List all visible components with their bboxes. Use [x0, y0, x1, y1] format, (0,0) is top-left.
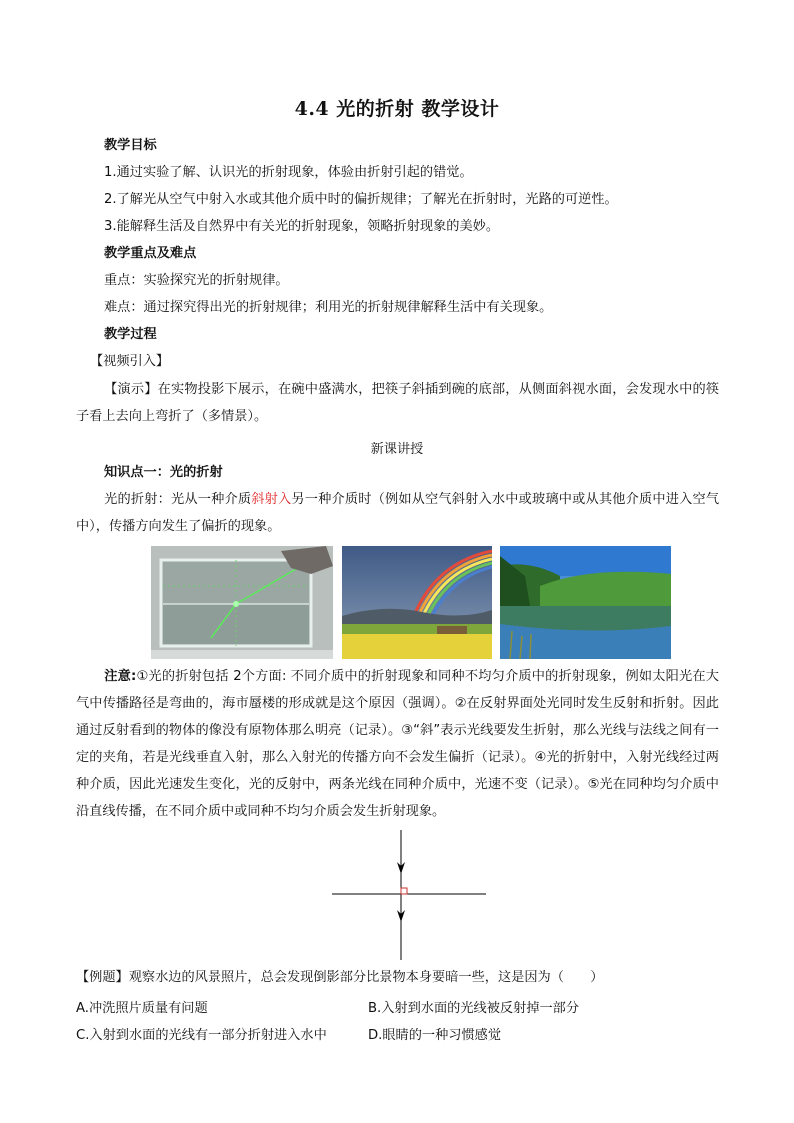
demo-paragraph	[76, 376, 719, 430]
laser-refraction-photo	[151, 546, 333, 659]
example-question: 【例题】观察水边的风景照片，总会发现倒影部分比景物本身要暗一些，这是因为（ ）	[76, 970, 604, 985]
knowledge-heading: 知识点一：光的折射	[104, 465, 223, 480]
key-heading: 教学重点及难点	[104, 246, 197, 261]
definition-pre: 光的折射：光从一种介质	[104, 492, 252, 507]
objective-item: 1.通过实验了解、认识光的折射现象，体验由折射引起的错觉。	[104, 165, 473, 180]
note-label: 注意:	[104, 669, 137, 684]
perpendicular-incidence-diagram	[330, 830, 490, 960]
option-c: C.入射到水面的光线有一部分折射进入水中	[76, 1028, 327, 1043]
definition-emphasis: 斜射入	[251, 492, 292, 507]
note-text: ①光的折射包括 2个方面: 不同介质中的折射现象和同种不均匀介质中的折射现象，例如太阳光在大气中传播路径是弯曲的，海市蜃楼的形成就是这个原因（强调）。②在反射界面处光同时发生反射和折射。因此通过反射看到的物体的像没有原物体那么明亮（记录）。③“斜”表示光线要发生折射，那么光线与法线之间有一定的夹角，若是光线垂直入射，那么入射光的传播方向不会发生偏折（记录）。④光的折射中，入射光线经过两种介质，因此光速发生变化，光的反射中，两条光线在同种介质中，光速不变（记录）。⑤光在同种均匀介质中沿直线传播，在不同介质中或同种不均匀介质会发生折射现象。	[76, 669, 719, 819]
new-lesson-heading: 新课讲授	[370, 442, 424, 457]
objective-item: 2.了解光从空气中射入水或其他介质中时的偏折规律；了解光在折射时，光路的可逆性。	[104, 192, 618, 207]
note-paragraph	[76, 663, 719, 825]
option-b: B.入射到水面的光线被反射掉一部分	[368, 1001, 580, 1016]
key-point: 重点：实验探究光的折射规律。	[104, 273, 289, 288]
rainbow-photo	[342, 546, 492, 659]
definition-post: 另一种介质时（例如从空气斜射入水中或玻璃中或从其他介质中进入空气中），传播方向发生了偏折的现象。	[76, 492, 720, 534]
objectives-heading: 教学目标	[104, 138, 157, 153]
lake-reflection-photo	[500, 546, 671, 659]
demo-label: 【演示】	[104, 382, 158, 397]
process-heading: 教学过程	[104, 327, 157, 342]
objective-item: 3.能解释生活及自然界中有关光的折射现象，领略折射现象的美妙。	[104, 219, 500, 234]
definition-paragraph	[76, 486, 719, 540]
difficulty-point: 难点：通过探究得出光的折射规律；利用光的折射规律解释生活中有关现象。	[104, 300, 553, 315]
page-title: 4.4 光的折射 教学设计	[294, 98, 500, 120]
option-a: A.冲洗照片质量有问题	[76, 1001, 208, 1016]
right-angle-mark	[401, 888, 407, 894]
option-d: D.眼睛的一种习惯感觉	[368, 1028, 502, 1043]
demo-text: 在实物投影下展示，在碗中盛满水，把筷子斜插到碗的底部，从侧面斜视水面，会发现水中的筷子看上去向上弯折了（多情景）。	[76, 382, 720, 424]
video-intro: 【视频引入】	[90, 354, 170, 369]
